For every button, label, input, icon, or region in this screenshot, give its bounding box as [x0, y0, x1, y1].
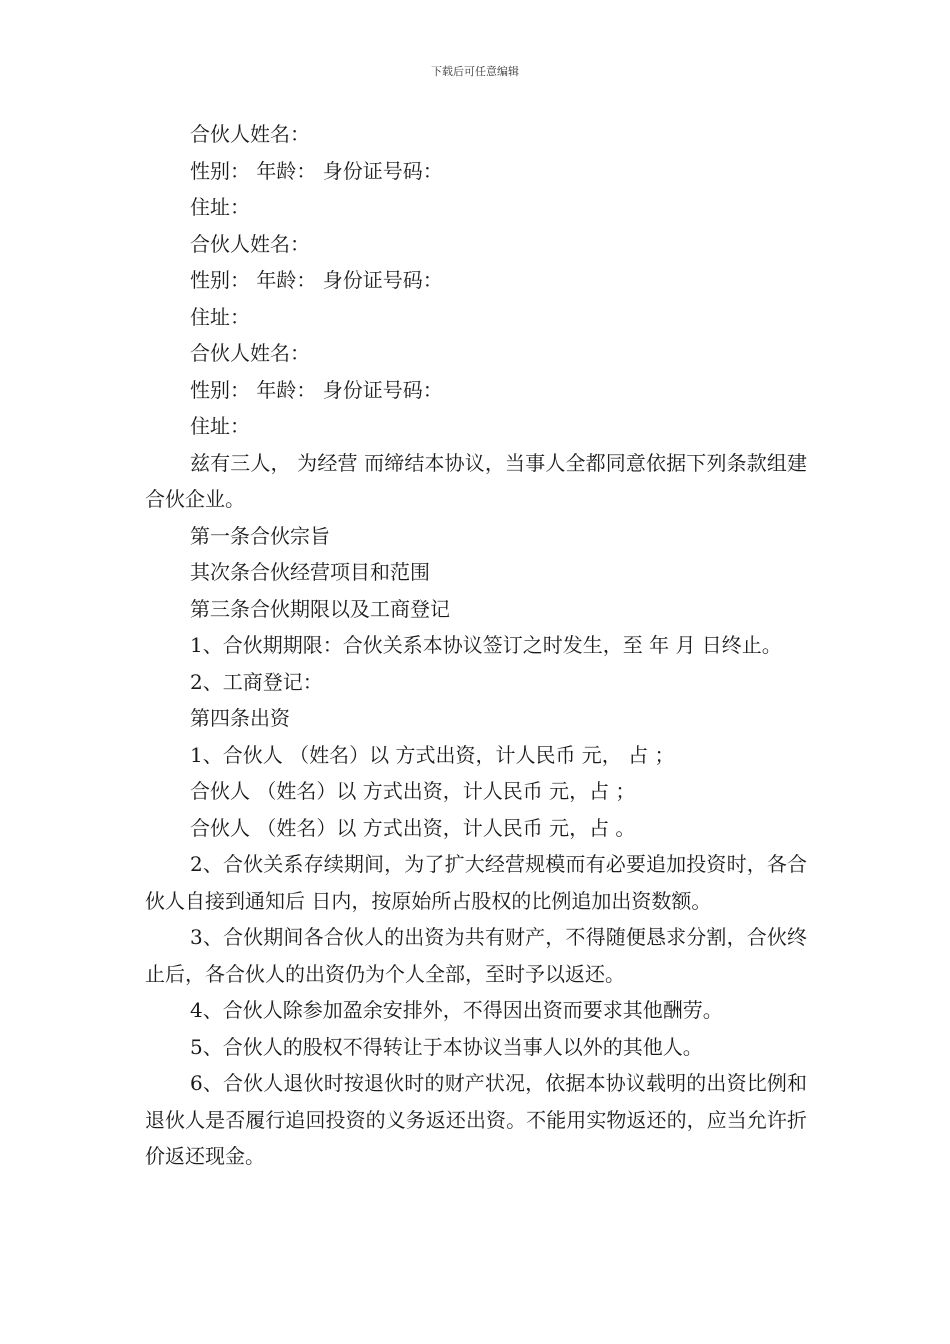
article-heading: 第一条合伙宗旨 — [190, 523, 330, 548]
partner-name-line: 合伙人姓名： — [190, 341, 310, 365]
partner-name-line: 合伙人姓名： — [190, 231, 310, 256]
clause-paragraph: 3、合伙期间各合伙人的出资为共有财产，不得随便恳求分割，合伙终止后，各合伙人的出资仍为个人全部，至时予以返还。 — [145, 925, 807, 986]
partner-address-line: 住址： — [190, 304, 250, 329]
partner-info-line: 性别： 年龄： 身份证号码： — [190, 268, 443, 292]
partner-info-line: 性别： 年龄： 身份证号码： — [190, 158, 443, 183]
clause-paragraph: 2、合伙关系存续期间，为了扩大经营规模而有必要追加投资时，各合伙人自接到通知后 日内，按原始所占股权的比例追加出资数额。 — [145, 852, 807, 913]
document-body — [145, 116, 807, 1175]
partner-address-line: 住址： — [190, 414, 250, 438]
partner-info-line: 性别： 年龄： 身份证号码： — [190, 377, 443, 402]
clause-paragraph: 4、合伙人除参加盈余安排外，不得因出资而要求其他酬劳。 — [190, 998, 723, 1022]
clause-paragraph: 合伙人 （姓名）以 方式出资，计人民币 元，占 ； — [190, 779, 636, 803]
clause-paragraph: 1、合伙人 （姓名）以 方式出资，计人民币 元， 占 ； — [190, 742, 675, 767]
page-header: 下载后可任意编辑 — [431, 65, 519, 78]
preamble-paragraph: 兹有三人， 为经营 而缔结本协议，当事人全都同意依据下列条款组建合伙企业。 — [145, 450, 807, 511]
partner-address-line: 住址： — [190, 195, 250, 219]
article-heading: 其次条合伙经营项目和范围 — [190, 560, 430, 584]
clause-paragraph: 2、工商登记： — [190, 669, 323, 694]
clause-paragraph: 合伙人 （姓名）以 方式出资，计人民币 元，占 。 — [190, 815, 636, 840]
clause-paragraph: 6、合伙人退伙时按退伙时的财产状况，依据本协议载明的出资比例和退伙人是否履行追回投资的义务返还出资。不能用实物返还的，应当允许折价返还现金。 — [145, 1071, 807, 1168]
partner-name-line: 合伙人姓名： — [190, 122, 310, 146]
clause-paragraph: 1、合伙期期限：合伙关系本协议签订之时发生，至 年 月 日终止。 — [190, 633, 782, 657]
article-heading: 第三条合伙期限以及工商登记 — [190, 596, 450, 621]
clause-paragraph: 5、合伙人的股权不得转让于本协议当事人以外的其他人。 — [190, 1034, 703, 1059]
article-heading: 第四条出资 — [190, 706, 290, 730]
